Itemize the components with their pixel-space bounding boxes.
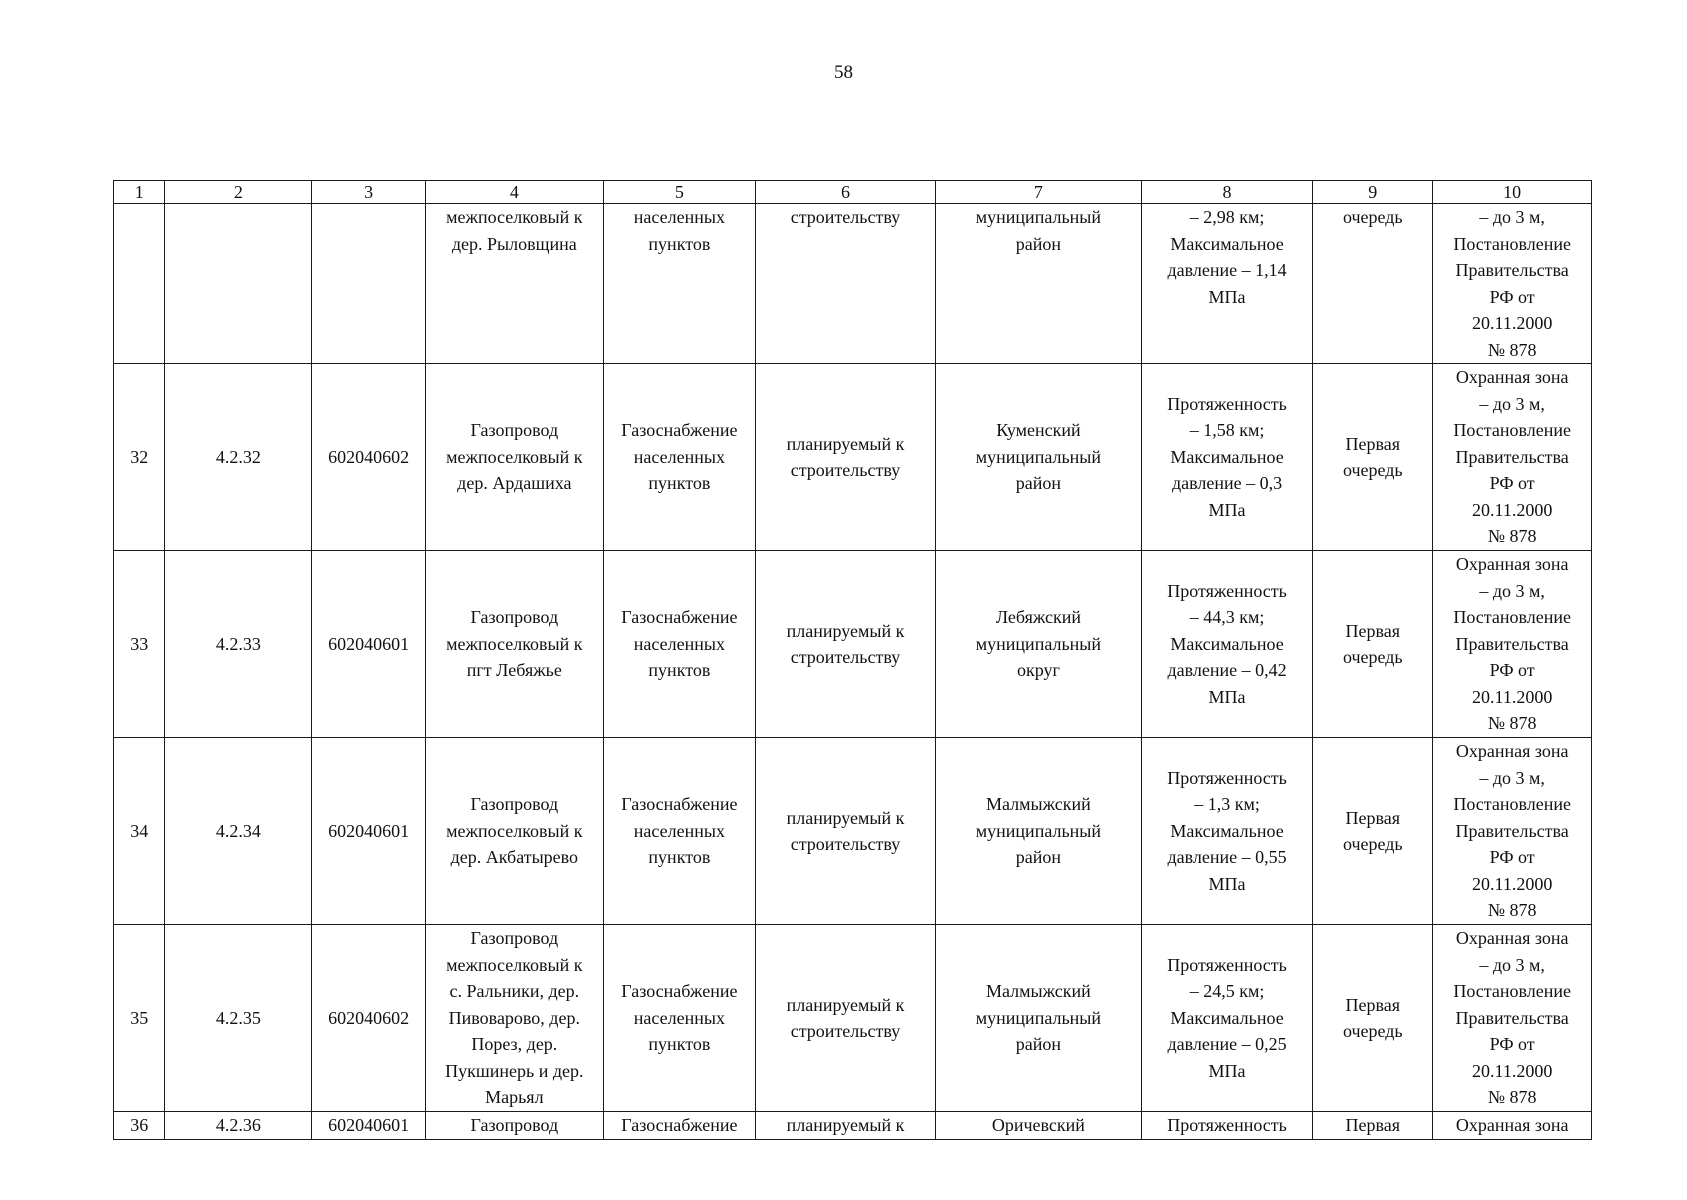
cell-text-line: планируемый к <box>786 1115 905 1135</box>
cell-text-line: 602040601 <box>328 820 410 841</box>
object-name-cell <box>425 1112 603 1140</box>
cell-text-line: 32 <box>130 446 149 467</box>
column-number-header-row <box>114 181 1592 204</box>
cell-text-line: Протяженность <box>1167 954 1287 975</box>
object-code-cell <box>312 738 426 925</box>
cell-text-line: очередь <box>1342 834 1403 854</box>
registry-table <box>113 180 1592 1140</box>
row-number-cell <box>114 551 165 738</box>
cell-text-line: Первая <box>1345 807 1401 828</box>
cell-text-line: Правительства <box>1455 633 1569 654</box>
location-cell <box>936 204 1142 364</box>
stage-cell <box>1313 925 1433 1112</box>
cell-text-line: 4.2.33 <box>215 633 261 654</box>
cell-text-line: – до 3 м, <box>1479 580 1545 601</box>
object-name-cell <box>425 551 603 738</box>
purpose-cell <box>603 204 755 364</box>
cell-text-line: межпоселковый к <box>446 446 583 467</box>
cell-text-line: межпоселковый к <box>446 633 583 654</box>
column-number-cell: 3 <box>312 181 426 204</box>
stage-cell <box>1313 551 1433 738</box>
table-row <box>114 738 1592 925</box>
cell-text-line: Протяженность <box>1167 393 1287 414</box>
cell-text-line: Малмыжский <box>986 794 1091 815</box>
cell-text-line: давление – 0,25 <box>1167 1034 1287 1055</box>
cell-text-line: Первая <box>1345 1115 1401 1135</box>
table-row <box>114 1112 1592 1140</box>
characteristics-cell <box>1141 1112 1312 1140</box>
cell-text-line: РФ от <box>1489 660 1535 681</box>
cell-text-line: – до 3 м, <box>1479 207 1545 227</box>
row-number-cell <box>114 1112 165 1140</box>
cell-text-line: Газоснабжение <box>621 607 738 628</box>
cell-text-line: давление – 1,14 <box>1167 260 1287 280</box>
cell-text-line: № 878 <box>1487 900 1537 921</box>
cell-text-line: Газопровод <box>470 607 559 628</box>
cell-text-line: Правительства <box>1455 1007 1569 1028</box>
cell-text-line: 36 <box>130 1115 149 1135</box>
cell-text-line: очередь <box>1342 460 1403 480</box>
cell-text-line: Первая <box>1345 994 1401 1015</box>
cell-text-line: Охранная зона <box>1455 554 1569 575</box>
cell-text-line: очередь <box>1342 1021 1403 1041</box>
table-row <box>114 925 1592 1112</box>
page-number: 58 <box>834 62 853 83</box>
location-cell <box>936 738 1142 925</box>
cell-text-line: Постановление <box>1453 981 1571 1002</box>
cell-text-line: 35 <box>130 1007 149 1028</box>
cell-text-line: 4.2.32 <box>215 446 261 467</box>
cell-text-line: 602040602 <box>328 446 410 467</box>
cell-text-line: Протяженность <box>1167 767 1287 788</box>
cell-text-line: МПа <box>1208 1060 1246 1081</box>
cell-text-line: Постановление <box>1453 420 1571 441</box>
object-name-cell <box>425 364 603 551</box>
characteristics-cell <box>1141 925 1312 1112</box>
cell-text-line: Газоснабжение <box>621 1115 738 1135</box>
cell-text-line: Первая <box>1345 620 1401 641</box>
cell-text-line: Постановление <box>1453 794 1571 815</box>
cell-text-line: Правительства <box>1455 446 1569 467</box>
zone-cell <box>1433 364 1592 551</box>
status-cell <box>755 364 935 551</box>
column-number-cell: 7 <box>936 181 1142 204</box>
cell-text-line: межпоселковый к <box>446 954 583 975</box>
cell-text-line: № 878 <box>1487 713 1537 734</box>
cell-text-line: давление – 0,3 <box>1171 473 1283 494</box>
item-code-cell <box>165 925 312 1112</box>
cell-text-line: Максимальное <box>1170 446 1284 467</box>
cell-text-line: пунктов <box>648 660 711 681</box>
status-cell <box>755 738 935 925</box>
cell-text-line: – до 3 м, <box>1479 954 1545 975</box>
cell-text-line: пгт Лебяжье <box>466 660 562 681</box>
cell-text-line: планируемый к <box>786 807 905 828</box>
zone-cell <box>1433 925 1592 1112</box>
table-row <box>114 204 1592 364</box>
cell-text-line: 20.11.2000 <box>1471 686 1553 707</box>
cell-text-line: РФ от <box>1489 1034 1535 1055</box>
location-cell <box>936 925 1142 1112</box>
location-cell <box>936 551 1142 738</box>
cell-text-line: строительству <box>790 1021 901 1041</box>
row-number-cell <box>114 738 165 925</box>
zone-cell <box>1433 738 1592 925</box>
cell-text-line: строительству <box>790 647 901 667</box>
object-name-cell <box>425 925 603 1112</box>
cell-text-line: район <box>1015 1034 1062 1055</box>
location-cell <box>936 364 1142 551</box>
cell-text-line: Протяженность <box>1167 1115 1287 1135</box>
item-code-cell <box>165 204 312 364</box>
column-number-cell: 4 <box>425 181 603 204</box>
object-code-cell <box>312 364 426 551</box>
stage-cell <box>1313 364 1433 551</box>
cell-text-line: 20.11.2000 <box>1471 313 1553 333</box>
cell-text-line: № 878 <box>1487 339 1537 360</box>
cell-text-line: 20.11.2000 <box>1471 873 1553 894</box>
cell-text-line: дер. Ардашиха <box>457 473 572 494</box>
cell-text-line: – 2,98 км; <box>1189 207 1265 227</box>
cell-text-line: муниципальный <box>975 446 1102 467</box>
column-number-cell: 2 <box>165 181 312 204</box>
purpose-cell <box>603 364 755 551</box>
cell-text-line: Охранная зона <box>1455 741 1569 762</box>
cell-text-line: Охранная зона <box>1455 367 1569 388</box>
cell-text-line: пунктов <box>648 233 711 254</box>
cell-text-line: планируемый к <box>786 994 905 1015</box>
cell-text-line: Максимальное <box>1170 1007 1284 1028</box>
object-code-cell <box>312 204 426 364</box>
cell-text-line: строительству <box>790 834 901 854</box>
cell-text-line: населенных <box>633 633 725 654</box>
item-code-cell <box>165 551 312 738</box>
cell-text-line: с. Ральники, дер. <box>449 981 580 1002</box>
row-number-cell <box>114 204 165 364</box>
cell-text-line: Пукшинерь и дер. <box>445 1060 584 1081</box>
cell-text-line: 4.2.36 <box>215 1115 261 1135</box>
cell-text-line: 602040601 <box>328 633 410 654</box>
object-code-cell <box>312 551 426 738</box>
table-body <box>114 181 1592 1140</box>
cell-text-line: Газоснабжение <box>621 794 738 815</box>
object-name-cell <box>425 738 603 925</box>
cell-text-line: муниципальный <box>975 633 1102 654</box>
cell-text-line: Правительства <box>1455 260 1569 280</box>
cell-text-line: 20.11.2000 <box>1471 1060 1553 1081</box>
cell-text-line: пунктов <box>648 847 711 868</box>
cell-text-line: Правительства <box>1455 820 1569 841</box>
column-number-cell: 1 <box>114 181 165 204</box>
cell-text-line: округ <box>1016 660 1060 681</box>
cell-text-line: населенных <box>633 820 725 841</box>
stage-cell <box>1313 204 1433 364</box>
cell-text-line: населенных <box>633 446 725 467</box>
status-cell <box>755 204 935 364</box>
purpose-cell <box>603 1112 755 1140</box>
cell-text-line: Газоснабжение <box>621 420 738 441</box>
item-code-cell <box>165 364 312 551</box>
cell-text-line: планируемый к <box>786 433 905 454</box>
cell-text-line: Малмыжский <box>986 981 1091 1002</box>
cell-text-line: Постановление <box>1453 233 1571 254</box>
cell-text-line: Оричевский <box>991 1115 1085 1135</box>
cell-text-line: населенных <box>633 207 725 227</box>
cell-text-line: очередь <box>1342 207 1403 227</box>
cell-text-line: населенных <box>633 1007 725 1028</box>
cell-text-line: давление – 0,55 <box>1167 847 1287 868</box>
cell-text-line: Охранная зона <box>1455 928 1569 949</box>
cell-text-line: район <box>1015 847 1062 868</box>
stage-cell <box>1313 1112 1433 1140</box>
cell-text-line: Максимальное <box>1170 820 1284 841</box>
zone-cell <box>1433 204 1592 364</box>
cell-text-line: МПа <box>1208 499 1246 520</box>
cell-text-line: № 878 <box>1487 526 1537 547</box>
table-row <box>114 364 1592 551</box>
cell-text-line: 4.2.35 <box>215 1007 261 1028</box>
cell-text-line: муниципальный <box>975 1007 1102 1028</box>
cell-text-line: – 24,5 км; <box>1189 981 1265 1002</box>
cell-text-line: РФ от <box>1489 847 1535 868</box>
cell-text-line: межпоселковый к <box>446 207 583 227</box>
item-code-cell <box>165 1112 312 1140</box>
cell-text-line: 4.2.34 <box>215 820 261 841</box>
cell-text-line: 20.11.2000 <box>1471 499 1553 520</box>
cell-text-line: РФ от <box>1489 286 1535 307</box>
zone-cell <box>1433 551 1592 738</box>
characteristics-cell <box>1141 204 1312 364</box>
cell-text-line: – 1,3 км; <box>1194 794 1260 815</box>
purpose-cell <box>603 551 755 738</box>
cell-text-line: планируемый к <box>786 620 905 641</box>
cell-text-line: МПа <box>1208 686 1246 707</box>
cell-text-line: 33 <box>130 633 149 654</box>
cell-text-line: пунктов <box>648 473 711 494</box>
cell-text-line: строительству <box>790 207 901 227</box>
cell-text-line: район <box>1015 233 1062 254</box>
cell-text-line: – до 3 м, <box>1479 393 1545 414</box>
column-number-cell: 6 <box>755 181 935 204</box>
stage-cell <box>1313 738 1433 925</box>
column-number-cell: 10 <box>1433 181 1592 204</box>
column-number-cell: 8 <box>1141 181 1312 204</box>
cell-text-line: Лебяжский <box>995 607 1081 628</box>
cell-text-line: Постановление <box>1453 607 1571 628</box>
cell-text-line: Газоснабжение <box>621 981 738 1002</box>
cell-text-line: очередь <box>1342 647 1403 667</box>
cell-text-line: Газопровод <box>470 420 559 441</box>
cell-text-line: 34 <box>130 820 149 841</box>
cell-text-line: дер. Рыловщина <box>451 233 577 254</box>
cell-text-line: Охранная зона <box>1455 1115 1569 1135</box>
object-name-cell <box>425 204 603 364</box>
cell-text-line: строительству <box>790 460 901 480</box>
cell-text-line: – 44,3 км; <box>1189 607 1265 628</box>
row-number-cell <box>114 925 165 1112</box>
characteristics-cell <box>1141 551 1312 738</box>
cell-text-line: № 878 <box>1487 1087 1537 1108</box>
cell-text-line: Максимальное <box>1170 633 1284 654</box>
characteristics-cell <box>1141 738 1312 925</box>
status-cell <box>755 925 935 1112</box>
location-cell <box>936 1112 1142 1140</box>
status-cell <box>755 1112 935 1140</box>
purpose-cell <box>603 738 755 925</box>
cell-text-line: муниципальный <box>975 820 1102 841</box>
cell-text-line: Первая <box>1345 433 1401 454</box>
cell-text-line: Газопровод <box>470 794 559 815</box>
cell-text-line: Пивоварово, дер. <box>448 1007 580 1028</box>
cell-text-line: межпоселковый к <box>446 820 583 841</box>
object-code-cell <box>312 925 426 1112</box>
status-cell <box>755 551 935 738</box>
cell-text-line: Максимальное <box>1170 233 1284 254</box>
cell-text-line: дер. Акбатырево <box>450 847 579 868</box>
cell-text-line: МПа <box>1208 873 1246 894</box>
characteristics-cell <box>1141 364 1312 551</box>
purpose-cell <box>603 925 755 1112</box>
cell-text-line: Куменский <box>996 420 1081 441</box>
cell-text-line: МПа <box>1208 286 1246 307</box>
cell-text-line: Газопровод <box>470 1115 559 1135</box>
zone-cell <box>1433 1112 1592 1140</box>
cell-text-line: муниципальный <box>975 207 1102 227</box>
table-row <box>114 551 1592 738</box>
cell-text-line: РФ от <box>1489 473 1535 494</box>
cell-text-line: Марьял <box>485 1087 544 1108</box>
column-number-cell: 9 <box>1313 181 1433 204</box>
cell-text-line: 602040601 <box>328 1115 410 1135</box>
object-code-cell <box>312 1112 426 1140</box>
cell-text-line: Протяженность <box>1167 580 1287 601</box>
cell-text-line: 602040602 <box>328 1007 410 1028</box>
item-code-cell <box>165 738 312 925</box>
column-number-cell: 5 <box>603 181 755 204</box>
cell-text-line: пунктов <box>648 1034 711 1055</box>
cell-text-line: – до 3 м, <box>1479 767 1545 788</box>
cell-text-line: – 1,58 км; <box>1189 420 1265 441</box>
row-number-cell <box>114 364 165 551</box>
cell-text-line: Порез, дер. <box>471 1034 558 1055</box>
cell-text-line: район <box>1015 473 1062 494</box>
cell-text-line: Газопровод <box>470 928 559 949</box>
cell-text-line: давление – 0,42 <box>1167 660 1287 681</box>
